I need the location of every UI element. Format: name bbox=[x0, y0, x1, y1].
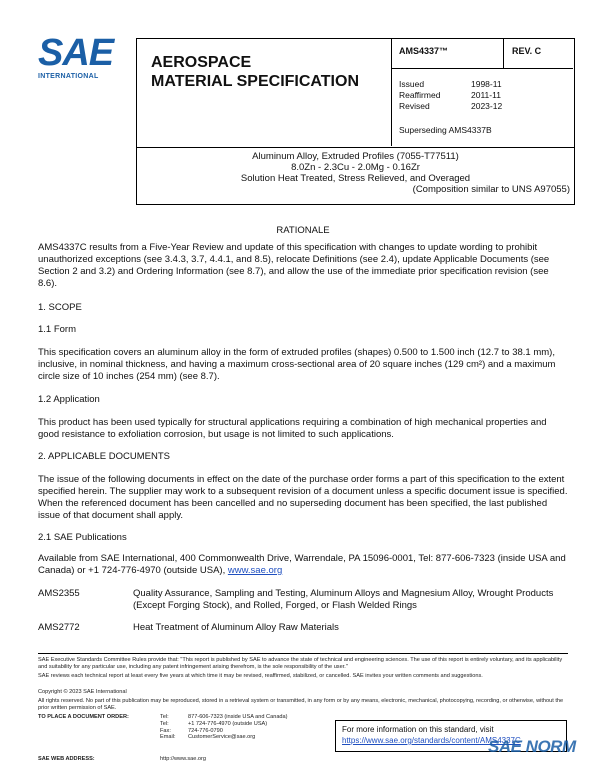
section-2-1-text bbox=[38, 553, 568, 577]
title-line-4: (Composition similar to UNS A97055) bbox=[412, 184, 570, 195]
header-row-divider bbox=[391, 68, 573, 69]
reaffirmed-value: 2011-11 bbox=[471, 90, 501, 100]
reaffirmed-label: Reaffirmed bbox=[399, 90, 441, 100]
revision-label: REV. C bbox=[512, 46, 542, 56]
order-label: TO PLACE A DOCUMENT ORDER: bbox=[38, 714, 129, 720]
standard-link[interactable]: https://www.sae.org/standards/content/AMS4337C bbox=[342, 736, 521, 745]
tel-value: +1 724-776-4970 (outside USA) bbox=[188, 720, 268, 727]
footer-disclaimer: SAE Executive Standards Committee Rules provide that: "This report is published by SAE to advance the state of technical and engineering sciences. The use of this report is entirely voluntary, and its applicability and suitability for any particular use, including any patent infringement arising therefrom, is the sole responsibility of the user." bbox=[38, 657, 563, 670]
document-number: AMS4337™ bbox=[399, 46, 449, 56]
section-1-heading: 1. SCOPE bbox=[38, 302, 82, 313]
reference-code: AMS2772 bbox=[38, 622, 80, 633]
date-table bbox=[399, 79, 502, 112]
tel-label: Tel: bbox=[160, 720, 169, 727]
superseding-note: Superseding AMS4337B bbox=[399, 125, 492, 135]
fax-label: Fax: bbox=[160, 727, 171, 734]
section-2-text: The issue of the following documents in effect on the date of the purchase order forms a part of this specification to the extent specified herein. The supplier may work to a subsequent revision of a document unless a specific document issue is specified. When the referenced document has been cancelled and no superseding document has been specified, the last published issue of that document shall apply. bbox=[38, 474, 568, 521]
header-divider bbox=[391, 39, 392, 146]
issued-label: Issued bbox=[399, 79, 425, 89]
rationale-text: AMS4337C results from a Five-Year Review and update of this specification with changes to update wording to prohibit unauthorized exceptions (see 3.4.3, 3.7, 4.4.1, and 8.5), relocate Definitions (see 2.4), update Applicable Documents (see Section 2 and 3.2) and Ordering Information (see 8.7), and allow the use of the immediate prior specification revision (see 8.6). bbox=[38, 242, 550, 289]
section-1-1-heading: 1.1 Form bbox=[38, 324, 77, 335]
contact-table bbox=[160, 714, 330, 741]
footer-rights: All rights reserved. No part of this publication may be reproduced, stored in a retrieval system or transmitted, in any form or by any means, electronic, mechanical, photocopying, recording, or otherwise, without the prior written permission of SAE. bbox=[38, 698, 564, 711]
revised-label: Revised bbox=[399, 101, 430, 111]
section-1-2-heading: 1.2 Application bbox=[38, 394, 100, 405]
footer-divider bbox=[38, 653, 568, 654]
title-line-1: Aluminum Alloy, Extruded Profiles (7055-T77511) bbox=[252, 151, 459, 162]
spec-header bbox=[136, 38, 575, 148]
section-2-1-heading: 2.1 SAE Publications bbox=[38, 532, 127, 543]
reference-description: Quality Assurance, Sampling and Testing, Aluminum Alloys and Magnesium Alloy, Wrought Products (Except Forging Stock), and Rolled, Forged, or Flash Welded Rings bbox=[133, 588, 554, 611]
rationale-heading: RATIONALE bbox=[276, 225, 330, 236]
title-line-2: MATERIAL SPECIFICATION bbox=[151, 73, 359, 90]
fax-value: 724-776-0790 bbox=[188, 727, 223, 734]
title-line-3: Solution Heat Treated, Stress Relieved, and Overaged bbox=[240, 173, 471, 184]
rev-divider bbox=[503, 39, 504, 68]
web-label: SAE WEB ADDRESS: bbox=[38, 756, 95, 762]
email-value[interactable]: CustomerService@sae.org bbox=[188, 734, 256, 741]
tel-value: 877-606-7323 (inside USA and Canada) bbox=[188, 714, 288, 720]
footer-review-note: SAE reviews each technical report at least every five years at which time it may be revised, reaffirmed, stabilized, or cancelled. SAE invites your written comments and suggestions. bbox=[38, 673, 483, 679]
section-2-heading: 2. APPLICABLE DOCUMENTS bbox=[38, 451, 170, 462]
section-1-2-text: This product has been used typically for structural applications requiring a combination of high mechanical properties and good resistance to exfoliation corrosion, but usage is not limited to such applications. bbox=[38, 417, 547, 440]
reference-code: AMS2355 bbox=[38, 588, 80, 599]
web-value[interactable]: http://www.sae.org bbox=[160, 756, 207, 762]
email-label: Email: bbox=[160, 734, 176, 741]
title-line-2: 8.0Zn - 2.3Cu - 2.0Mg - 0.16Zr bbox=[291, 162, 420, 173]
watermark-logo: SAE NORM bbox=[488, 737, 576, 756]
footer-copyright: Copyright © 2023 SAE International bbox=[38, 689, 127, 695]
revised-value: 2023-12 bbox=[471, 101, 503, 111]
title-line-1: AEROSPACE bbox=[151, 54, 252, 71]
section-1-1-text: This specification covers an aluminum alloy in the form of extruded profiles (shapes) 0.500 to 1.500 inch (12.7 to 38.1 mm), inclusive, in nominal thickness, and having a maximum cross-sectional area of 20 square inches (129 cm²) and a maximum circle size of 10 inches (254 mm) (see 8.7). bbox=[38, 347, 556, 382]
logo-tagline: INTERNATIONAL bbox=[38, 73, 99, 80]
tel-label: Tel: bbox=[160, 714, 169, 720]
document-type bbox=[151, 53, 359, 91]
sae-logo bbox=[38, 34, 124, 80]
logo-wordmark: SAE bbox=[38, 32, 114, 74]
issued-value: 1998-11 bbox=[471, 79, 502, 89]
reference-description: Heat Treatment of Aluminum Alloy Raw Materials bbox=[133, 622, 339, 633]
more-info-text: For more information on this standard, visit bbox=[342, 725, 494, 734]
sae-address-text: Available from SAE International, 400 Commonwealth Drive, Warrendale, PA 15096-0001, Tel: 877-606-7323 (inside USA and Canada) or +1 724-776-4970 (outside USA), bbox=[38, 553, 566, 576]
sae-website-link[interactable]: www.sae.org bbox=[227, 565, 283, 576]
title-block bbox=[136, 146, 575, 205]
